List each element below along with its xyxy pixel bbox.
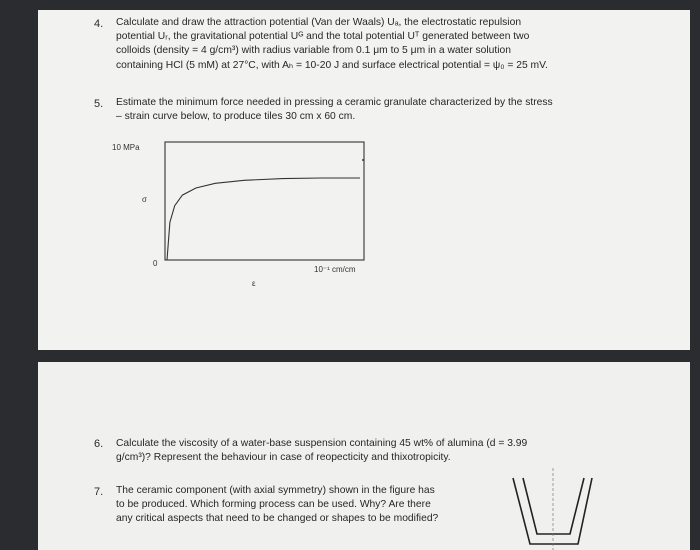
question-7-number: 7. (94, 486, 104, 498)
question-6-line: Calculate the viscosity of a water-base suspension containing 45 wt% of alumina (d = 3.99 (116, 438, 528, 449)
component-outline (513, 478, 592, 544)
question-7-line: to be produced. Which forming process can be used. Why? Are there (116, 499, 431, 511)
question-7-text (116, 484, 438, 527)
question-5-line: Estimate the minimum force needed in pressing a ceramic granulate characterized by the stress (116, 97, 553, 108)
stress-strain-chart (38, 10, 690, 350)
question-6-number: 6. (94, 438, 104, 450)
y-max-label: 10 MPa (112, 143, 140, 152)
x-axis-label: ε (252, 279, 256, 288)
series-line-stress-strain (167, 178, 360, 260)
y-axis-label: σ (142, 195, 147, 204)
chart-frame (165, 142, 364, 260)
axisymmetric-component-figure (500, 468, 600, 550)
question-7-line: any critical aspects that need to be changed or shapes to be modified? (116, 513, 439, 525)
exam-page-top (38, 10, 690, 350)
question-5-line: – strain curve below, to produce tiles 30 cm x 60 cm. (116, 111, 356, 123)
question-4-number: 4. (94, 18, 104, 30)
question-4-line: potential Uᵣ, the gravitational potential Uᴳ and the total potential Uᵀ generated between two (116, 31, 530, 43)
question-6-line: g/cm³)? Represent the behaviour in case of reopecticity and thixotropicity. (116, 452, 451, 464)
question-4-line: containing HCl (5 mM) at 27°C, with Aₕ = 10-20 J and surface electrical potential = ψ₀ = 25 mV. (116, 59, 548, 71)
question-4-line: colloids (density = 4 g/cm³) with radius variable from 0.1 μm to 5 μm in a water solution (116, 45, 512, 57)
exam-page-bottom (38, 362, 690, 550)
question-4-line: Calculate and draw the attraction potential (Van der Waals) Uₐ, the electrostatic repulsion (116, 17, 522, 28)
stray-mark (362, 159, 364, 161)
x-max-label: 10⁻¹ cm/cm (314, 265, 356, 274)
origin-label: 0 (153, 259, 158, 268)
question-5-number: 5. (94, 98, 104, 110)
question-6-text (116, 437, 527, 465)
question-7-line: The ceramic component (with axial symmetry) shown in the figure has (116, 485, 435, 496)
